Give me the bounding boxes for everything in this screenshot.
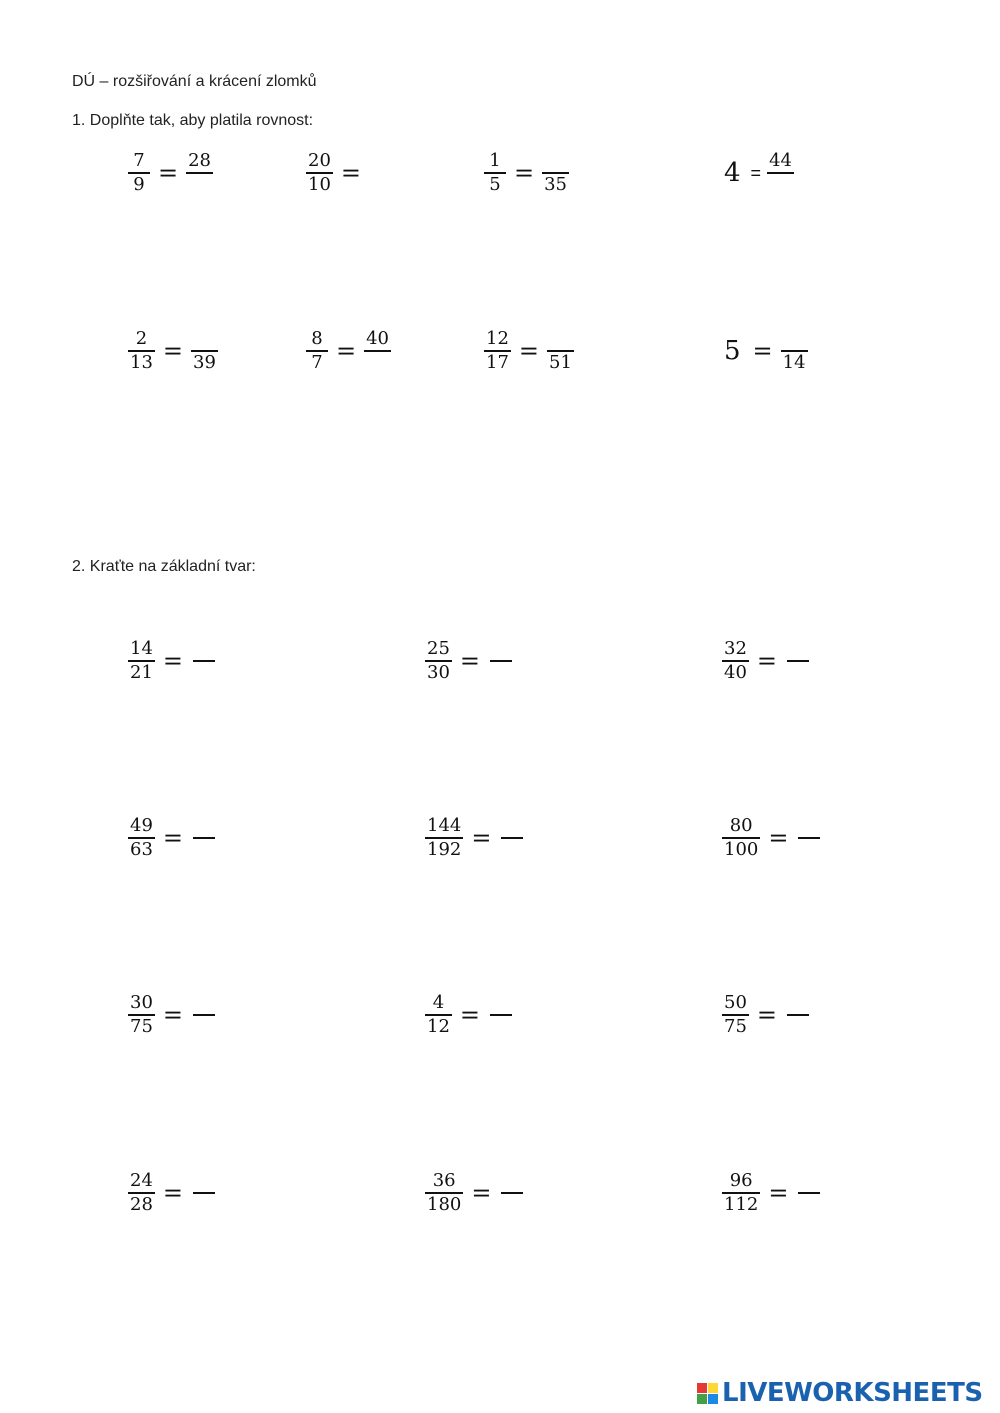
right-fraction-answer[interactable]: 35 bbox=[544, 174, 568, 195]
left-fraction: $\frac{2}{13}$ bbox=[130, 328, 153, 373]
reduce-item-12 bbox=[722, 1170, 820, 1216]
worksheet-title: DÚ – rozšiřování a krácení zlomků bbox=[72, 73, 317, 90]
equals-sign: = bbox=[756, 647, 778, 675]
whole-number: 4 bbox=[724, 158, 741, 188]
answer-blank[interactable] bbox=[193, 837, 215, 839]
fraction: $\frac{80}{100}$ bbox=[724, 815, 759, 860]
reduce-item-10 bbox=[128, 1170, 215, 1216]
equals-sign: = bbox=[459, 647, 481, 675]
fraction: $\frac{96}{112}$ bbox=[724, 1170, 759, 1215]
expand-item-7 bbox=[484, 328, 574, 374]
fraction: $\frac{50}{75}$ bbox=[724, 992, 747, 1037]
logo-square-yellow bbox=[708, 1383, 718, 1393]
fraction: $\frac{14}{21}$ bbox=[130, 638, 153, 683]
expand-item-6 bbox=[306, 328, 391, 374]
fraction: $\frac{32}{40}$ bbox=[724, 638, 747, 683]
section2-heading: 2. Kraťte na základní tvar: bbox=[72, 558, 256, 575]
answer-blank[interactable] bbox=[798, 837, 820, 839]
equals-sign: = bbox=[514, 159, 535, 187]
expand-item-1 bbox=[128, 150, 213, 196]
equals-sign: = bbox=[459, 1001, 481, 1029]
equals-sign: = bbox=[340, 159, 362, 187]
reduce-item-11 bbox=[425, 1170, 523, 1216]
right-fraction-answer[interactable]: 39 bbox=[193, 352, 216, 373]
fraction: $\frac{25}{30}$ bbox=[427, 638, 450, 683]
equals-sign: = bbox=[750, 162, 762, 183]
fraction: $\frac{4}{12}$ bbox=[427, 992, 450, 1037]
equals-sign: = bbox=[768, 824, 789, 852]
reduce-item-9 bbox=[722, 992, 809, 1038]
logo-mark-icon bbox=[697, 1383, 718, 1404]
expand-item-5 bbox=[128, 328, 218, 374]
equals-sign: = bbox=[336, 337, 357, 365]
equals-sign: = bbox=[518, 337, 540, 365]
right-fraction-answer[interactable]: 40 bbox=[364, 328, 391, 374]
fraction: $\frac{144}{192}$ bbox=[427, 815, 462, 860]
equals-sign: = bbox=[471, 1179, 492, 1207]
left-fraction: $\frac{12}{17}$ bbox=[486, 328, 509, 373]
left-fraction: $\frac{1}{5}$ bbox=[484, 150, 506, 196]
expand-item-3 bbox=[484, 150, 569, 196]
equals-sign: = bbox=[752, 337, 773, 365]
right-fraction-answer[interactable]: 28 bbox=[186, 150, 213, 196]
equals-sign: = bbox=[162, 647, 184, 675]
answer-blank[interactable] bbox=[501, 1192, 523, 1194]
left-fraction: $\frac{7}{9}$ bbox=[128, 150, 150, 196]
fraction: $\frac{24}{28}$ bbox=[130, 1170, 153, 1215]
section1-heading: 1. Doplňte tak, aby platila rovnost: bbox=[72, 112, 314, 129]
answer-blank[interactable] bbox=[193, 1192, 215, 1194]
answer-blank[interactable] bbox=[490, 660, 512, 662]
reduce-item-7 bbox=[128, 992, 215, 1038]
right-fraction-answer[interactable]: 51 bbox=[549, 352, 572, 373]
answer-blank[interactable] bbox=[787, 660, 809, 662]
expand-item-2 bbox=[306, 150, 369, 196]
equals-sign: = bbox=[162, 337, 184, 365]
right-fraction-answer[interactable]: 44 bbox=[767, 150, 794, 196]
reduce-item-4 bbox=[128, 815, 215, 861]
answer-blank[interactable] bbox=[787, 1014, 809, 1016]
equals-sign: = bbox=[756, 1001, 778, 1029]
answer-blank[interactable] bbox=[501, 837, 523, 839]
equals-sign: = bbox=[768, 1179, 789, 1207]
fraction: $\frac{49}{63}$ bbox=[130, 815, 153, 860]
equals-sign: = bbox=[471, 824, 492, 852]
left-fraction: $\frac{20}{10}$ bbox=[308, 150, 331, 195]
answer-blank[interactable] bbox=[193, 1014, 215, 1016]
left-fraction: $\frac{8}{7}$ bbox=[306, 328, 328, 374]
reduce-item-2 bbox=[425, 638, 512, 684]
reduce-item-1 bbox=[128, 638, 215, 684]
logo-square-blue bbox=[708, 1394, 718, 1404]
whole-number: 5 bbox=[724, 336, 741, 366]
reduce-item-8 bbox=[425, 992, 512, 1038]
logo-text: LIVEWORKSHEETS bbox=[722, 1378, 983, 1408]
equals-sign: = bbox=[162, 1001, 184, 1029]
expand-item-4 bbox=[724, 150, 794, 196]
equals-sign: = bbox=[162, 1179, 184, 1207]
logo-square-green bbox=[697, 1394, 707, 1404]
equals-sign: = bbox=[162, 824, 184, 852]
answer-blank[interactable] bbox=[798, 1192, 820, 1194]
fraction: $\frac{36}{180}$ bbox=[427, 1170, 462, 1215]
fraction: $\frac{30}{75}$ bbox=[130, 992, 153, 1037]
reduce-item-6 bbox=[722, 815, 820, 861]
logo-square-red bbox=[697, 1383, 707, 1393]
right-fraction-answer[interactable]: 14 bbox=[782, 352, 806, 373]
answer-blank[interactable] bbox=[193, 660, 215, 662]
reduce-item-3 bbox=[722, 638, 809, 684]
equals-sign: = bbox=[158, 159, 179, 187]
liveworksheets-logo bbox=[697, 1378, 983, 1408]
expand-item-8 bbox=[724, 328, 808, 374]
reduce-item-5 bbox=[425, 815, 523, 861]
answer-blank[interactable] bbox=[490, 1014, 512, 1016]
